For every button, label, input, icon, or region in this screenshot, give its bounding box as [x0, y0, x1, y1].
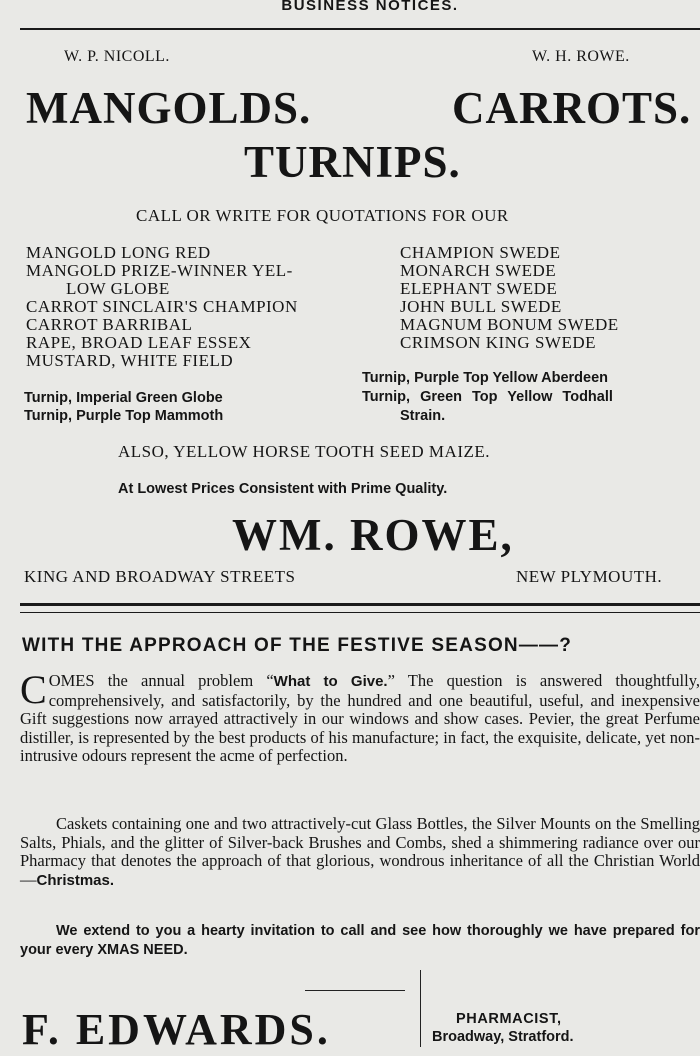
- right-item: MAGNUM BONUM SWEDE: [400, 315, 619, 334]
- separator-rule: [20, 603, 700, 606]
- paragraph-3: [20, 922, 700, 960]
- section-header: BUSINESS NOTICES.: [281, 0, 459, 14]
- left-item: CARROT SINCLAIR'S CHAMPION: [26, 297, 298, 316]
- prices-line: At Lowest Prices Consistent with Prime Quality.: [118, 481, 448, 497]
- right-item: MONARCH SWEDE: [400, 261, 557, 280]
- firm-wm-rowe: WM. ROWE,: [232, 510, 514, 560]
- also-line: ALSO, YELLOW HORSE TOOTH SEED MAIZE.: [118, 442, 490, 461]
- right-turnip: Turnip, Purple Top Yellow Aberdeen: [362, 370, 608, 386]
- para1-text-b: ” The question is answered thoughtfully, comprehensively, and satisfactorily, by the hundred and one beautiful, useful, and inexpensive Gift suggestions now arrayed attractively in our windows and show cases. Pevier, the great Perfume distiller, is represented by the best products of his manufacture; in fact, the exquisite, delicate, yet non-intrusive odours represent the acme of perfection.: [20, 671, 700, 765]
- para1-text-a: OMES the annual problem “: [48, 671, 274, 690]
- para2-bold: Christmas.: [36, 871, 115, 889]
- drop-cap: C: [20, 667, 47, 712]
- vertical-divider: [420, 970, 421, 1047]
- signature-divider: [305, 990, 405, 991]
- left-item: RAPE, BROAD LEAF ESSEX: [26, 333, 252, 352]
- right-item: CRIMSON KING SWEDE: [400, 333, 596, 352]
- pharmacist-address: Broadway, Stratford.: [432, 1029, 574, 1045]
- para3-text: We extend to you a hearty invitation to call and see how thoroughly we have prepared for your every XMAS NEED.: [20, 923, 700, 958]
- headline-mangolds: MANGOLDS.: [26, 83, 312, 133]
- right-item: CHAMPION SWEDE: [400, 243, 561, 262]
- right-item: JOHN BULL SWEDE: [400, 297, 562, 316]
- name-left: W. P. NICOLL.: [64, 48, 170, 65]
- left-item: MANGOLD PRIZE-WINNER YEL-: [26, 261, 293, 280]
- pharmacist-title: PHARMACIST,: [456, 1011, 562, 1027]
- call-line: CALL OR WRITE FOR QUOTATIONS FOR OUR: [136, 206, 509, 225]
- paragraph-2: [20, 815, 700, 890]
- headline-carrots: CARROTS.: [452, 83, 692, 133]
- name-right: W. H. ROWE.: [532, 48, 630, 65]
- right-turnip: Turnip, Green Top Yellow Todhall: [362, 389, 613, 405]
- paragraph-1: [20, 667, 700, 766]
- address-right: NEW PLYMOUTH.: [516, 567, 663, 586]
- left-item: MANGOLD LONG RED: [26, 243, 211, 262]
- para2-text: Caskets containing one and two attractively-cut Glass Bottles, the Silver Mounts on the Smelling Salts, Phials, and the glitter of Silver-back Brushes and Combs, shed a shimmering radiance over our Pharmacy that denotes the approach of that glorious, wondrous inheritance of all the Christian World—: [20, 814, 700, 889]
- firm-f-edwards: F. EDWARDS.: [22, 1005, 331, 1054]
- left-turnip: Turnip, Purple Top Mammoth: [24, 408, 224, 424]
- left-item: CARROT BARRIBAL: [26, 315, 193, 334]
- left-item: LOW GLOBE: [66, 279, 170, 298]
- left-item: MUSTARD, WHITE FIELD: [26, 351, 234, 370]
- left-turnip: Turnip, Imperial Green Globe: [24, 390, 223, 406]
- right-turnip: Strain.: [400, 408, 446, 424]
- header-rule: [20, 28, 700, 30]
- address-left: KING AND BROADWAY STREETS: [24, 567, 296, 586]
- para1-bold: What to Give.: [273, 673, 388, 690]
- headline-turnips: TURNIPS.: [244, 137, 461, 187]
- festive-headline: WITH THE APPROACH OF THE FESTIVE SEASON——?: [22, 635, 573, 656]
- right-item: ELEPHANT SWEDE: [400, 279, 558, 298]
- separator-rule-thin: [20, 612, 700, 613]
